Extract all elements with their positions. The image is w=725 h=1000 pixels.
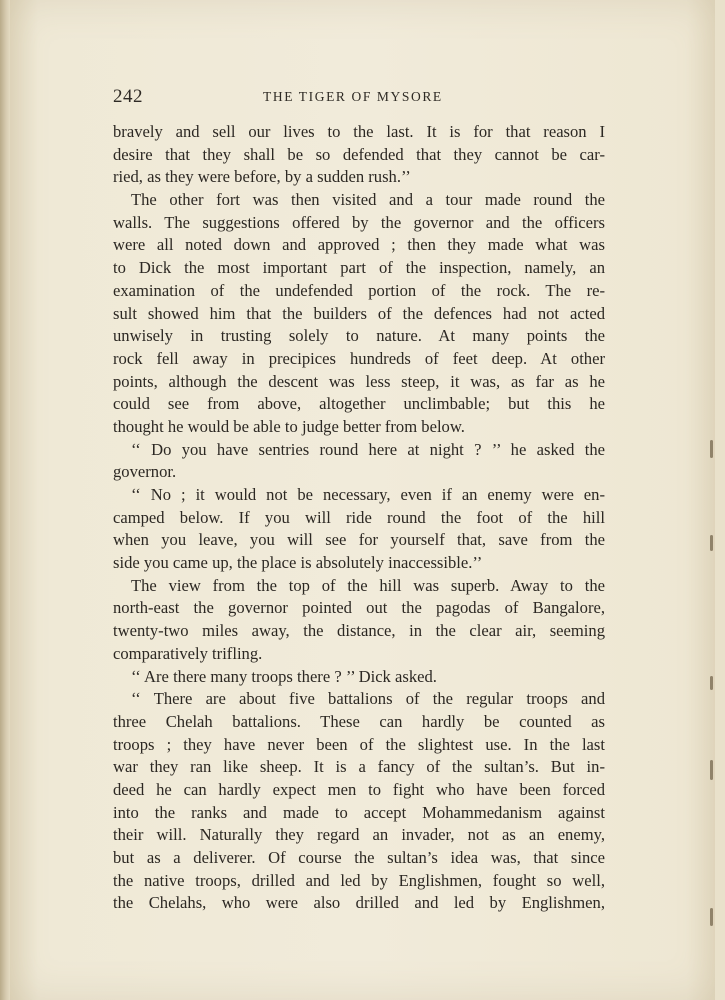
page-number: 242	[113, 86, 143, 107]
text-line: troops ; they have never been of the slightest use. In the last	[113, 734, 605, 754]
text-line: their will. Naturally they regard an invader, not as an enemy,	[113, 825, 605, 845]
text-line: ‘‘ Are there many troops there ? ’’ Dick asked.	[131, 666, 437, 686]
text-line: to Dick the most important part of the inspection, namely, an	[113, 258, 605, 278]
text-line: three Chelah battalions. These can hardly be counted as	[113, 711, 605, 731]
text-line: unwisely in trusting solely to nature. At many points the	[113, 326, 605, 346]
text-line: desire that they shall be so defended that they cannot be car-	[113, 144, 605, 164]
text-line: governor.	[113, 462, 177, 482]
text-line: camped below. If you will ride round the foot of the hill	[113, 507, 605, 527]
text-line: sult showed him that the builders of the defences had not acted	[113, 303, 605, 323]
page-edge-mark	[710, 676, 713, 690]
page-header	[113, 86, 603, 110]
text-line: ‘‘ Do you have sentries round here at night ? ’’ he asked the	[131, 439, 605, 459]
running-head: THE TIGER OF MYSORE	[263, 89, 443, 104]
text-line: deed he can hardly expect men to fight who have been forced	[113, 779, 605, 799]
text-line: points, although the descent was less steep, it was, as far as he	[113, 371, 605, 391]
text-line: The other fort was then visited and a tour made round the	[131, 190, 605, 210]
page-edge-mark	[710, 760, 713, 780]
text-line: the native troops, drilled and led by Englishmen, fought so well,	[113, 870, 605, 890]
text-line: The view from the top of the hill was superb. Away to the	[131, 575, 605, 595]
text-line: war they ran like sheep. It is a fancy of the sultan’s. But in-	[113, 757, 605, 777]
text-line: ‘‘ No ; it would not be necessary, even if an enemy were en-	[131, 485, 605, 504]
text-line: walls. The suggestions offered by the governor and the officers	[113, 212, 605, 232]
text-line: comparatively trifling.	[113, 643, 263, 663]
text-line: were all noted down and approved ; then they made what was	[113, 235, 605, 255]
text-line: when you leave, you will see for yourself that, save from the	[113, 530, 605, 550]
text-line: bravely and sell our lives to the last. It is for that reason I	[113, 122, 605, 141]
text-line: the Chelahs, who were also drilled and led by Englishmen,	[113, 893, 605, 913]
text-line: into the ranks and made to accept Mohammedanism against	[113, 802, 605, 822]
body-text	[113, 121, 605, 915]
text-line: twenty-two miles away, the distance, in the clear air, seeming	[113, 621, 605, 641]
text-line: side you came up, the place is absolutely inaccessible.’’	[113, 553, 483, 573]
text-line: ried, as they were before, by a sudden rush.’’	[113, 167, 411, 187]
text-line: ‘‘ There are about five battalions of the regular troops and	[131, 689, 605, 709]
page-edge-mark	[710, 908, 713, 926]
page-edge-mark	[710, 535, 713, 551]
text-line: but as a deliverer. Of course the sultan’s idea was, that since	[113, 848, 605, 867]
book-spine-shadow	[0, 0, 10, 1000]
text-line: north-east the governor pointed out the pagodas of Bangalore,	[113, 598, 605, 618]
page-edge-mark	[710, 440, 713, 458]
text-line: rock fell away in precipices hundreds of feet deep. At other	[113, 348, 605, 368]
text-line: could see from above, altogether unclimbable; but this he	[113, 394, 605, 414]
text-line: thought he would be able to judge better from below.	[113, 416, 465, 436]
text-line: examination of the undefended portion of the rock. The re-	[113, 280, 605, 300]
